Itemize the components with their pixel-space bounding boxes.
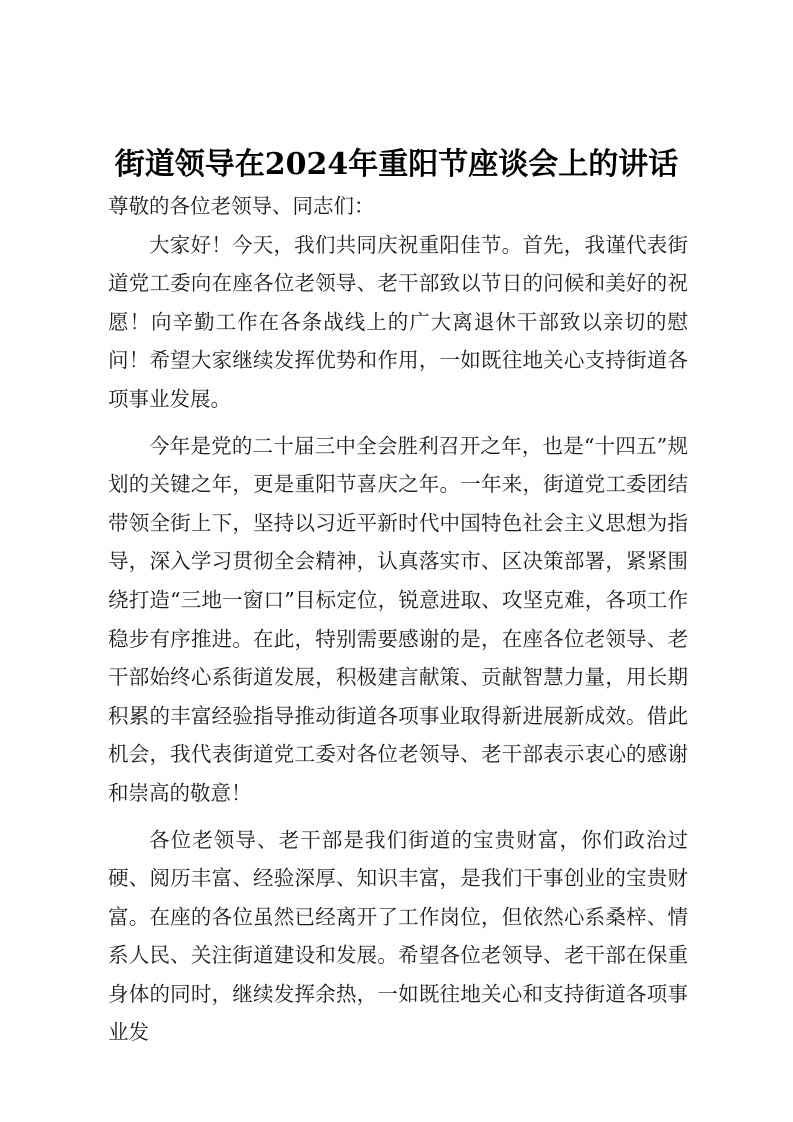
paragraph-greeting: 大家好！今天，我们共同庆祝重阳佳节。首先，我谨代表街道党工委向在座各位老领导、老干部致以节日的问候和美好的祝愿！向辛勤工作在各条战线上的广大离退休干部致以亲切的慰问！希望大家继续发挥优势和作用，一如既往地关心支持街道各项事业发展。	[108, 232, 688, 411]
document-title: 街道领导在2024年重阳节座谈会上的讲话	[114, 147, 679, 182]
salutation: 尊敬的各位老领导、同志们：	[108, 194, 375, 218]
paragraph-gap	[108, 419, 688, 427]
paragraph-appreciation: 各位老领导、老干部是我们街道的宝贵财富，你们政治过硬、阅历丰富、经验深厚、知识丰富，是我们干事创业的宝贵财富。在座的各位虽然已经离开了工作岗位，但依然心系桑梓、情系人民、关注街道建设和发展。希望各位老领导、老干部在保重身体的同时，继续发挥余热，一如既往地关心和支持街道各项事业发	[108, 827, 688, 1045]
paragraph-gap	[108, 813, 688, 821]
document-body	[108, 187, 688, 1052]
paragraph-review: 今年是党的二十届三中全会胜利召开之年，也是“十四五”规划的关键之年，更是重阳节喜庆之年。一年来，街道党工委团结带领全街上下，坚持以习近平新时代中国特色社会主义思想为指导，深入学习贯彻全会精神，认真落实市、区决策部署，紧紧围绕打造“三地一窗口”目标定位，锐意进取、攻坚克难，各项工作稳步有序推进。在此，特别需要感谢的是，在座各位老领导、老干部始终心系街道发展，积极建言献策、贡献智慧力量，用长期积累的丰富经验指导推动街道各项事业取得新进展新成效。借此机会，我代表街道党工委对各位老领导、老干部表示衷心的感谢和崇高的敬意！	[108, 433, 688, 805]
